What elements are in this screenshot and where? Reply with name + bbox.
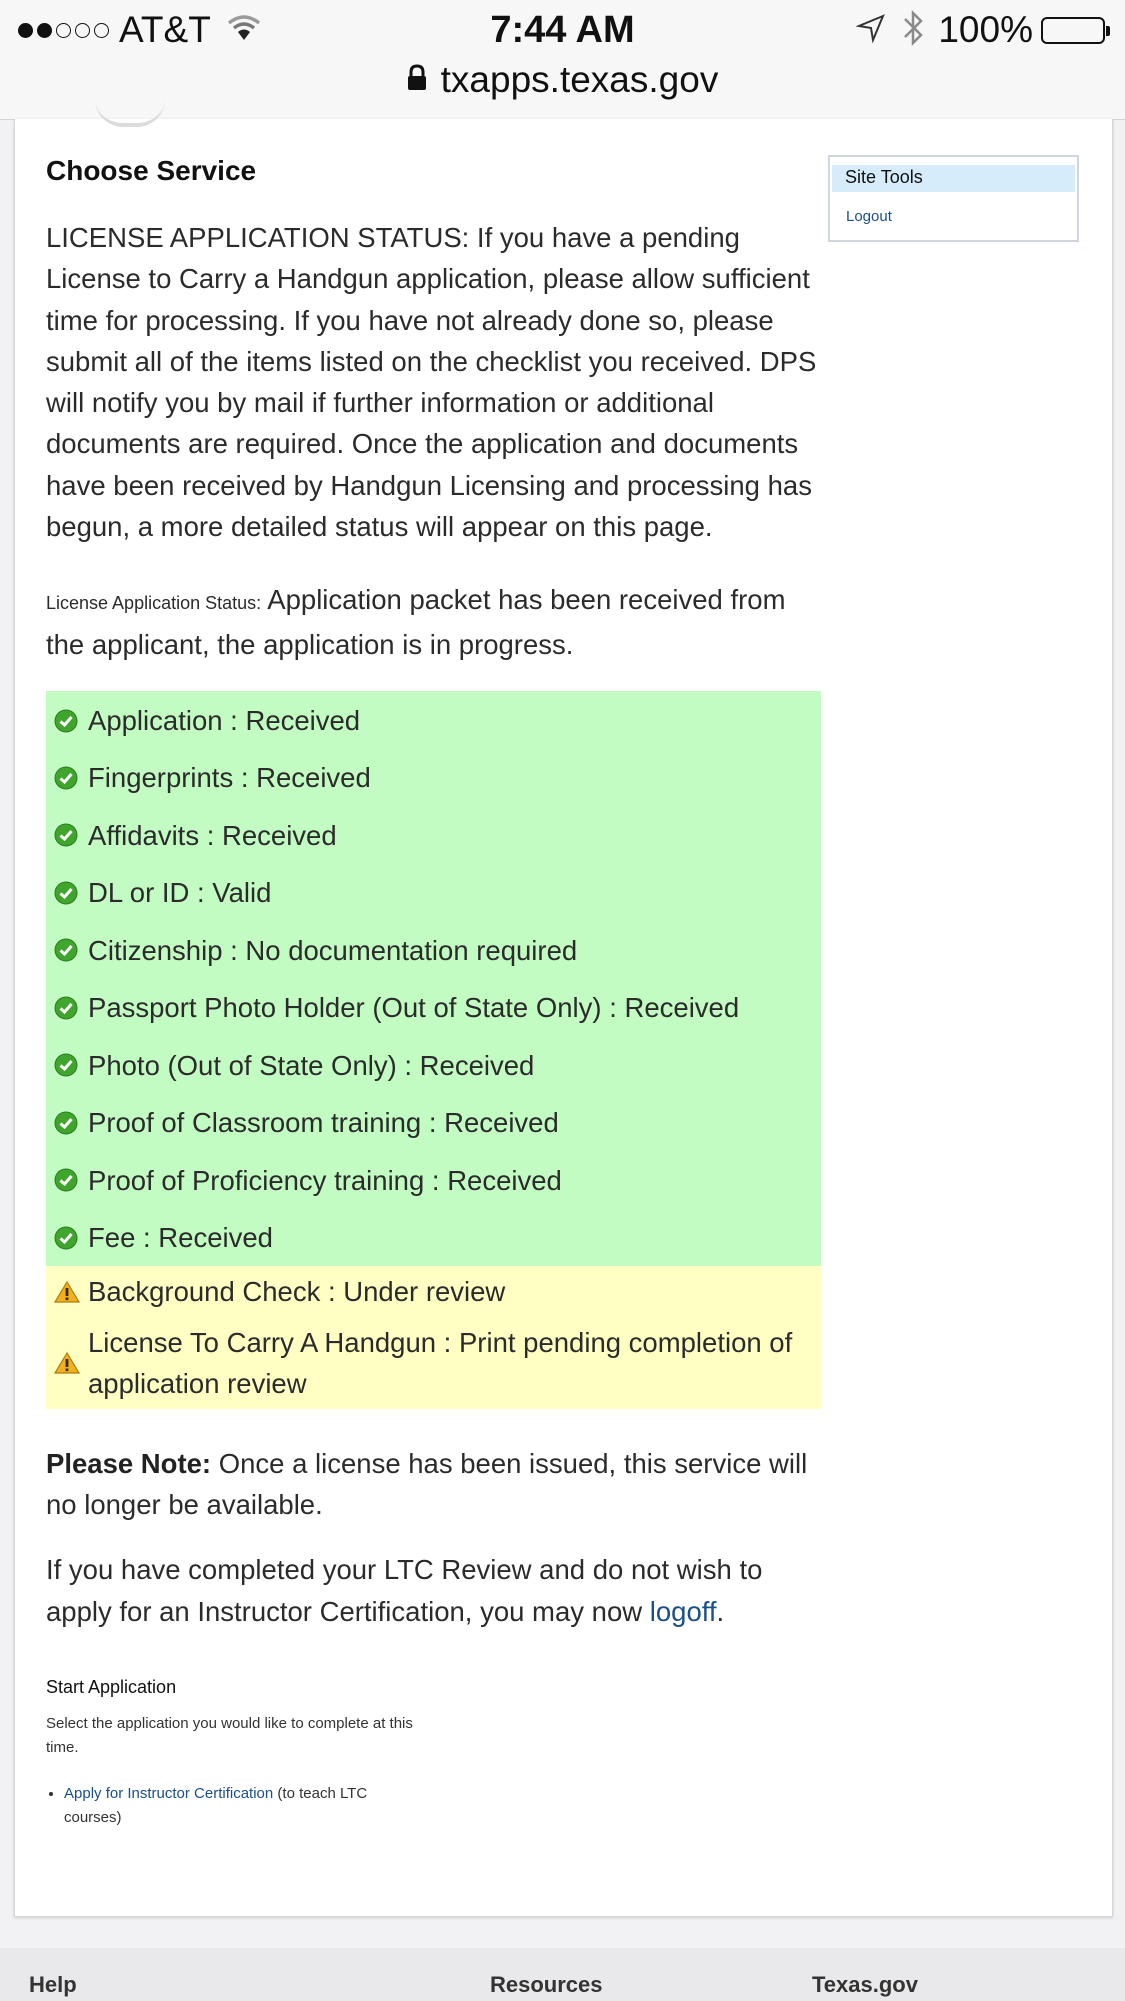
footer-resources[interactable]: Resources	[490, 1972, 603, 1997]
lock-icon	[407, 64, 427, 97]
checklist-item-text: Citizenship : No documentation required	[88, 934, 578, 966]
footer-help[interactable]: Help	[29, 1972, 77, 1997]
checklist-item-text: License To Carry A Handgun : Print pending completion of application review	[88, 1327, 793, 1400]
browser-chrome	[0, 0, 1125, 120]
checklist-item	[46, 864, 821, 922]
location-arrow-icon	[856, 13, 886, 48]
checklist-item	[46, 1266, 821, 1317]
page-title: Choose Service	[46, 155, 257, 186]
checklist-item-text: Proof of Proficiency training : Received	[88, 1164, 562, 1196]
url-text: txapps.texas.gov	[440, 59, 719, 100]
battery-percent: 100%	[938, 9, 1033, 50]
checklist-item-text: Fingerprints : Received	[88, 762, 371, 794]
checklist-item-text: Photo (Out of State Only) : Received	[88, 1049, 535, 1081]
check-circle-icon	[54, 1053, 80, 1077]
checklist-item-text: Application : Received	[88, 705, 361, 737]
check-circle-icon	[54, 1111, 80, 1135]
checklist-item	[46, 806, 821, 864]
check-circle-icon	[54, 996, 80, 1020]
warning-icon	[54, 1351, 80, 1375]
checklist-item-text: Fee : Received	[88, 1222, 273, 1254]
status-label: License Application Status:	[46, 593, 262, 614]
status-bar-right	[856, 8, 1105, 52]
checklist-item-text: Proof of Classroom training : Received	[88, 1107, 559, 1139]
intro-text: LICENSE APPLICATION STATUS: If you have a pending License to Carry a Handgun application, please allow sufficient time for processing. If you have not already done so, please submit all of the items listed on the checklist you received. DPS will notify you by mail if further information or additional documents are required. Once the application and documents have been received by Handgun Licensing and processing has begun, a more detailed status will appear on this page.	[46, 222, 817, 543]
checklist-item	[46, 1317, 821, 1409]
list-item	[64, 1782, 424, 1830]
status-time: 7:44 AM	[490, 9, 635, 51]
status-value: Application packet has been received from the applicant, the application is in progress.	[46, 584, 786, 661]
start-application-title: Start Application	[46, 1677, 177, 1698]
checklist-item-text: Background Check : Under review	[88, 1276, 506, 1308]
check-circle-icon	[54, 709, 80, 733]
main-content	[46, 155, 821, 1830]
ltc-period: .	[716, 1596, 725, 1628]
checklist-item-text: DL or ID : Valid	[88, 877, 272, 909]
check-circle-icon	[54, 1226, 80, 1250]
application-status	[46, 579, 821, 665]
checklist-item	[46, 1151, 821, 1209]
carrier-name: AT&T	[119, 9, 211, 50]
battery-icon	[1041, 17, 1105, 44]
checklist-item-text: Affidavits : Received	[88, 819, 337, 851]
warning-icon	[54, 1280, 80, 1304]
check-circle-icon	[54, 938, 80, 962]
header-logo-fragment	[95, 99, 165, 127]
checklist-item	[46, 691, 821, 749]
start-application-text: Select the application you would like to complete at this time.	[46, 1715, 413, 1757]
address-bar[interactable]	[0, 55, 1125, 105]
logout-link[interactable]: Logout	[846, 208, 892, 225]
ltc-sentence: If you have completed your LTC Review and do not wish to apply for an Instructor Certification, you may now	[46, 1554, 763, 1628]
check-circle-icon	[54, 766, 80, 790]
ltc-review-text	[46, 1549, 821, 1633]
logoff-link[interactable]: logoff	[649, 1596, 717, 1628]
check-circle-icon	[54, 823, 80, 847]
page-footer	[0, 1948, 1125, 2001]
checklist-item	[46, 1209, 821, 1267]
checklist-item	[46, 749, 821, 807]
checklist-item	[46, 979, 821, 1037]
site-tools-panel	[828, 155, 1079, 242]
apply-instructor-certification-link[interactable]: Apply for Instructor Certification	[64, 1785, 274, 1803]
checklist-item	[46, 921, 821, 979]
note-label: Please Note:	[46, 1448, 212, 1480]
check-circle-icon	[54, 881, 80, 905]
check-circle-icon	[54, 1168, 80, 1192]
content-card	[14, 119, 1113, 1917]
please-note	[46, 1443, 821, 1525]
site-tools-title: Site Tools	[832, 165, 1075, 192]
checklist-item-text: Passport Photo Holder (Out of State Only) : Received	[88, 992, 740, 1024]
note-text: Once a license has been issued, this service will no longer be available.	[46, 1448, 808, 1521]
checklist-item	[46, 1036, 821, 1094]
footer-texas-gov[interactable]: Texas.gov	[812, 1972, 918, 1997]
bluetooth-icon	[902, 9, 924, 52]
link-suffix: (to teach LTC courses)	[64, 1785, 368, 1827]
status-checklist	[46, 691, 821, 1409]
application-list	[46, 1782, 424, 1830]
checklist-item	[46, 1094, 821, 1152]
